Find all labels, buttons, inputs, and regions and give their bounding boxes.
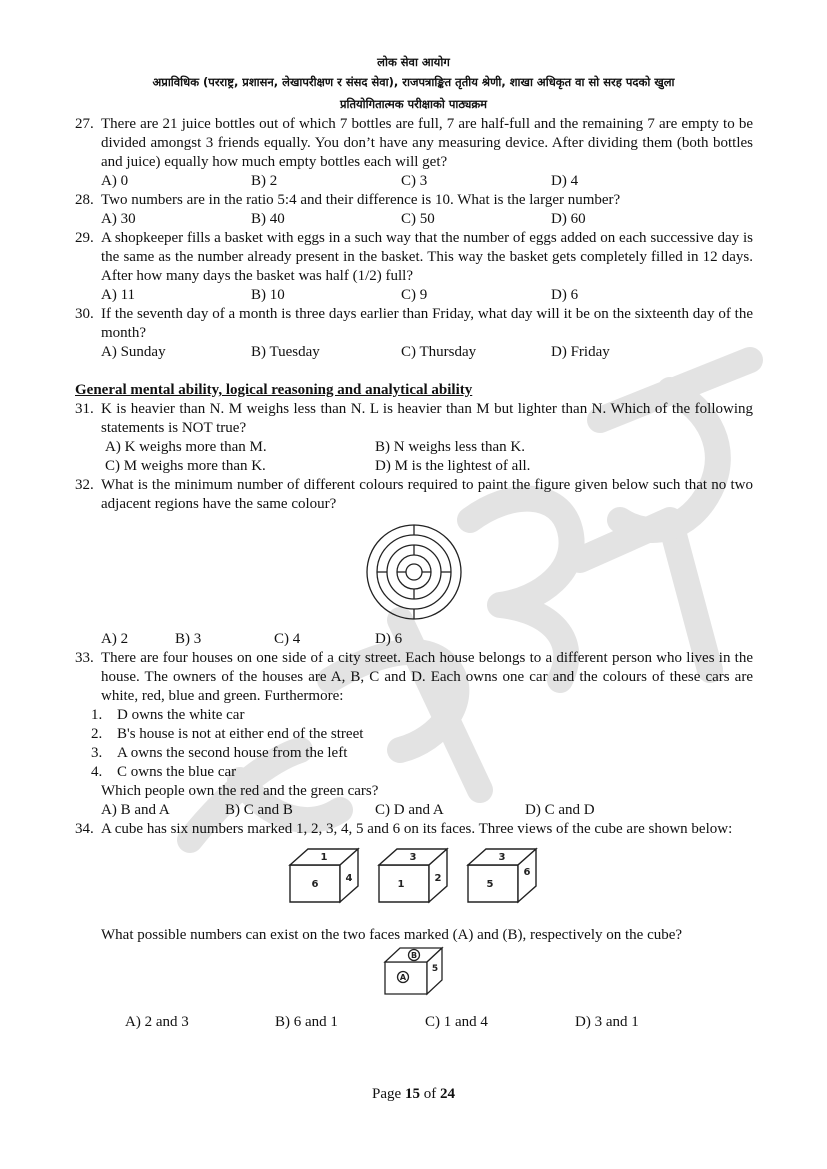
page-number: 15 <box>404 1086 420 1102</box>
question-number: 33. <box>75 650 94 666</box>
option-b: B) 2 <box>251 173 278 189</box>
option-b: B) 6 and 1 <box>275 1014 338 1030</box>
svg-text:1: 1 <box>320 852 327 863</box>
svg-text:4: 4 <box>345 873 352 884</box>
option-a: A) 2 and 3 <box>125 1014 189 1030</box>
options-34 <box>75 1013 753 1032</box>
svg-text:2: 2 <box>434 873 441 884</box>
svg-text:6: 6 <box>311 879 318 890</box>
option-d: D) Friday <box>551 344 610 360</box>
option-a: A) 11 <box>101 287 136 303</box>
cube-view-1 <box>288 845 363 905</box>
question-33-sub: Which people own the red and the green cars? <box>101 783 379 799</box>
option-c: C) 1 and 4 <box>425 1014 488 1030</box>
option-d: D) 4 <box>551 173 579 189</box>
question-27 <box>75 115 753 172</box>
svg-text:5: 5 <box>431 964 439 974</box>
option-c: C) 9 <box>401 287 428 303</box>
question-number: 29. <box>75 230 94 246</box>
list-item: 2. B's house is not at either end of the street <box>91 726 364 742</box>
header-subtitle: अप्राविधिक (परराष्ट्र, प्रशासन, लेखापरीक्षण र संसद सेवा), राजपत्राङ्कित तृतीय श्रेणी, शाखा अधिकृत वा सो सरह पदको खुला <box>152 75 675 89</box>
option-a: A) 30 <box>101 211 136 227</box>
options-33 <box>75 801 753 820</box>
svg-text:6: 6 <box>523 867 530 878</box>
option-d: D) 3 and 1 <box>575 1014 639 1030</box>
svg-text:A: A <box>399 973 407 982</box>
option-c: C) 3 <box>401 173 428 189</box>
option-a: A) 0 <box>101 173 129 189</box>
list-item: 4. C owns the blue car <box>91 764 237 780</box>
question-text: Two numbers are in the ratio 5:4 and their difference is 10. What is the larger number? <box>101 192 621 208</box>
svg-text:5: 5 <box>486 879 493 890</box>
option-b: B) Tuesday <box>251 344 320 360</box>
question-33 <box>75 649 753 706</box>
option-c: C) 50 <box>401 211 435 227</box>
question-28 <box>75 191 753 210</box>
option-c: C) D and A <box>375 802 444 818</box>
svg-text:1: 1 <box>397 879 404 890</box>
question-number: 28. <box>75 192 94 208</box>
question-text: If the seventh day of a month is three days earlier than Friday, what day will it be on the sixteenth day of the month? <box>101 306 753 341</box>
options-29 <box>75 286 753 305</box>
question-number: 27. <box>75 116 94 132</box>
question-34-sub: What possible numbers can exist on the two faces marked (A) and (B), respectively on the cube? <box>101 927 683 943</box>
statements-33 <box>75 706 753 782</box>
question-text: A shopkeeper fills a basket with eggs in a such way that the number of eggs added on each successive day is the same as the number already present in the basket. This way the basket gets completely filled in 12 days. After how many days the basket was half (1/2) full? <box>101 230 753 284</box>
page-total: 24 <box>439 1086 455 1102</box>
option-b: B) 40 <box>251 211 285 227</box>
list-item: 3. A owns the second house from the left <box>91 745 348 761</box>
option-a: A) 2 <box>101 631 129 647</box>
question-29 <box>75 229 753 286</box>
option-d: D) C and D <box>525 802 595 818</box>
svg-text:3: 3 <box>498 852 505 863</box>
option-a: A) B and A <box>101 802 170 818</box>
header-title: लोक सेवा आयोग <box>377 55 450 69</box>
question-number: 34. <box>75 821 94 837</box>
page-content <box>75 115 753 1032</box>
section-title: General mental ability, logical reasoning and analytical ability <box>75 382 473 398</box>
question-text: K is heavier than N. M weighs less than N. L is heavier than M but lighter than N. Which of the following statements is NOT true? <box>101 401 753 436</box>
question-30 <box>75 305 753 343</box>
option-c: C) M weighs more than K. <box>105 458 266 474</box>
option-c: C) 4 <box>274 631 301 647</box>
option-b: B) 3 <box>175 631 202 647</box>
options-27 <box>75 172 753 191</box>
question-31 <box>75 400 753 438</box>
option-b: B) N weighs less than K. <box>375 439 525 455</box>
question-number: 30. <box>75 306 94 322</box>
cube-view-3 <box>466 845 541 905</box>
concentric-figure-wrap <box>75 514 753 630</box>
options-28 <box>75 210 753 229</box>
question-32 <box>75 476 753 514</box>
question-text: There are 21 juice bottles out of which 7 bottles are full, 7 are half-full and the remaining 7 are empty to be divided amongst 3 friends equally. You don’t have any measuring device. After dividing them (both bottles and juice) equally how much empty bottles each will get? <box>101 116 753 170</box>
options-32 <box>75 630 753 649</box>
option-b: B) C and B <box>225 802 293 818</box>
option-a: A) Sunday <box>101 344 166 360</box>
concentric-circles-figure <box>364 522 464 622</box>
page-footer: Page 15 of 24 <box>372 1086 455 1102</box>
question-text: There are four houses on one side of a city street. Each house belongs to a different person who lives in the house. The owners of the houses are A, B, C and D. Each owns one car and the colours of these cars are white, red, blue and green. Furthermore: <box>101 650 753 704</box>
option-d: D) 6 <box>375 631 403 647</box>
options-31-row2 <box>75 457 753 476</box>
svg-text:3: 3 <box>409 852 416 863</box>
option-d: D) 60 <box>551 211 586 227</box>
options-31-row1 <box>75 438 753 457</box>
question-text: A cube has six numbers marked 1, 2, 3, 4, 5 and 6 on its faces. Three views of the cube are shown below: <box>101 821 733 837</box>
option-a: A) K weighs more than M. <box>105 439 267 455</box>
query-cube <box>383 945 445 997</box>
svg-text:B: B <box>410 951 418 960</box>
question-number: 32. <box>75 477 94 493</box>
option-c: C) Thursday <box>401 344 477 360</box>
cube-views <box>75 839 753 913</box>
header-syllabus: प्रतियोगितात्मक परीक्षाको पाठ्यक्रम <box>339 97 488 111</box>
option-b: B) 10 <box>251 287 285 303</box>
options-30 <box>75 343 753 362</box>
option-d: D) M is the lightest of all. <box>375 458 531 474</box>
question-34 <box>75 820 753 839</box>
question-text: What is the minimum number of different colours required to paint the figure given below such that no two adjacent regions have the same colour? <box>101 477 753 512</box>
option-d: D) 6 <box>551 287 579 303</box>
list-item: 1. D owns the white car <box>91 707 245 723</box>
question-number: 31. <box>75 401 94 417</box>
cube-view-2 <box>377 845 452 905</box>
query-cube-wrap <box>75 945 753 1013</box>
